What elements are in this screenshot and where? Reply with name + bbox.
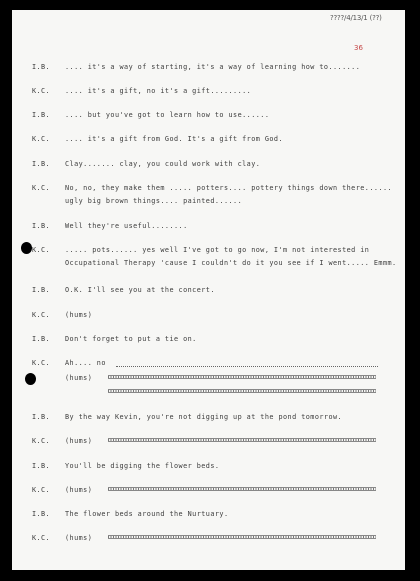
speaker: K.C. xyxy=(32,311,50,319)
overtyped-humming-line xyxy=(108,438,376,442)
speaker: K.C. xyxy=(32,437,50,445)
overtyped-humming-line xyxy=(108,375,376,379)
utterance: You'll be digging the flower beds. xyxy=(65,462,220,470)
speaker: I.B. xyxy=(32,63,50,71)
utterance: .... it's a gift from God. It's a gift from God. xyxy=(65,135,284,143)
utterance: No, no, they make them ..... potters.... pottery things down there...... xyxy=(65,184,393,192)
utterance: The flower beds around the Nurtuary. xyxy=(65,510,229,518)
utterance: O.K. I'll see you at the concert. xyxy=(65,286,215,294)
utterance: Clay....... clay, you could work with clay. xyxy=(65,160,261,168)
punch-hole xyxy=(21,242,32,254)
utterance: .... it's a way of starting, it's a way of learning how to....... xyxy=(65,63,361,71)
punch-hole xyxy=(25,373,36,385)
speaker: I.B. xyxy=(32,160,50,168)
utterance-continued: (hums) xyxy=(65,374,93,382)
speaker: I.B. xyxy=(32,335,50,343)
speaker: K.C. xyxy=(32,87,50,95)
typed-dot-leader xyxy=(116,366,378,367)
utterance: .... it's a gift, no it's a gift......... xyxy=(65,87,252,95)
speaker: K.C. xyxy=(32,246,50,254)
utterance: Ah.... no xyxy=(65,359,106,367)
speaker: I.B. xyxy=(32,222,50,230)
speaker: I.B. xyxy=(32,462,50,470)
speaker: I.B. xyxy=(32,286,50,294)
utterance: Don't forget to put a tie on. xyxy=(65,335,197,343)
utterance: (hums) xyxy=(65,437,93,445)
utterance: .... but you've got to learn how to use...... xyxy=(65,111,270,119)
utterance: By the way Kevin, you're not digging up at the pond tomorrow. xyxy=(65,413,343,421)
utterance: (hums) xyxy=(65,311,93,319)
overtyped-humming-line xyxy=(108,389,376,393)
speaker: K.C. xyxy=(32,486,50,494)
overtyped-humming-line xyxy=(108,535,376,539)
utterance-continued: Occupational Therapy 'cause I couldn't do it you see if I went..... Emmm. xyxy=(65,259,397,267)
speaker: K.C. xyxy=(32,359,50,367)
utterance: Well they're useful........ xyxy=(65,222,188,230)
speaker: K.C. xyxy=(32,135,50,143)
typed-page xyxy=(12,10,405,570)
overtyped-humming-line xyxy=(108,487,376,491)
speaker: K.C. xyxy=(32,184,50,192)
utterance: (hums) xyxy=(65,486,93,494)
utterance: (hums) xyxy=(65,534,93,542)
archive-reference: ????/4/13/1 (??) xyxy=(330,14,382,22)
speaker: K.C. xyxy=(32,534,50,542)
speaker: I.B. xyxy=(32,111,50,119)
utterance-continued: ugly big brown things.... painted...... xyxy=(65,197,243,205)
page-number: 36 xyxy=(354,44,363,52)
utterance: ..... pots...... yes well I've got to go now, I'm not interested in xyxy=(65,246,370,254)
speaker: I.B. xyxy=(32,413,50,421)
speaker: I.B. xyxy=(32,510,50,518)
